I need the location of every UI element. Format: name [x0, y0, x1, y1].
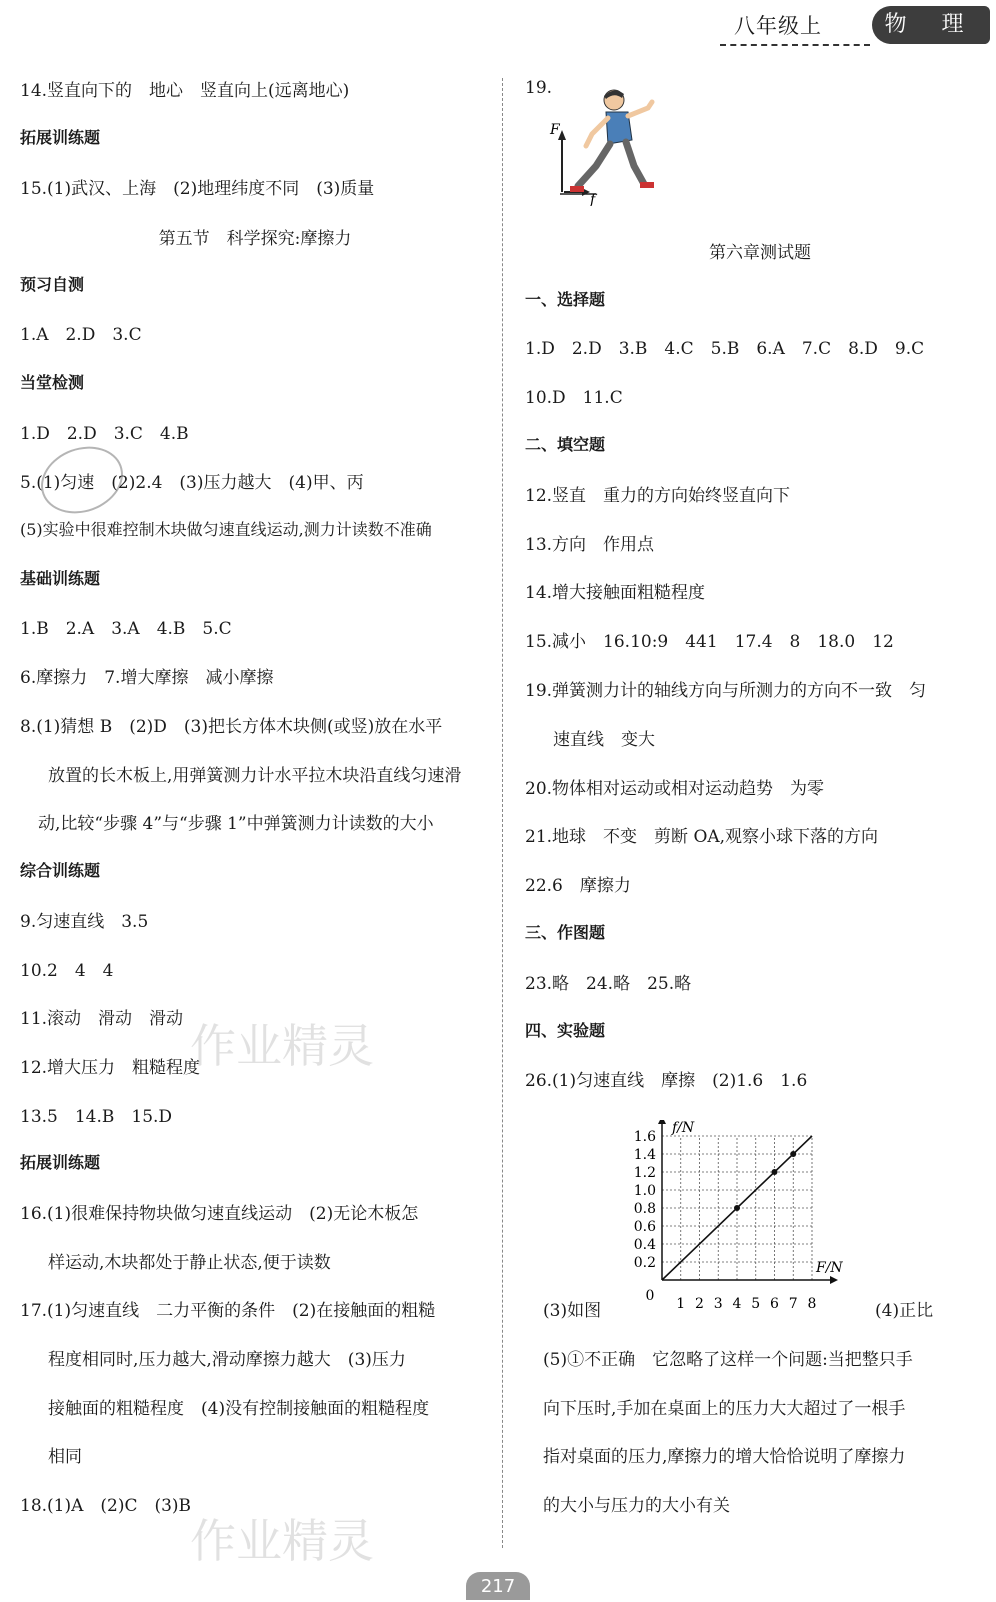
answer-line: 5.(1)匀速 (2)2.4 (3)压力越大 (4)甲、丙: [20, 473, 364, 493]
section-heading: 综合训练题: [20, 861, 101, 880]
answer-line: 19.: [525, 78, 553, 98]
x-tick-label: 8: [807, 1296, 817, 1310]
answer-line: 15.(1)武汉、上海 (2)地理纬度不同 (3)质量: [20, 179, 375, 199]
answer-line: 12.竖直 重力的方向始终竖直向下: [525, 486, 791, 506]
x-axis-arrowhead: [830, 1276, 838, 1284]
y-tick-label: 1.0: [633, 1183, 656, 1199]
section-heading: 拓展训练题: [20, 128, 101, 147]
answer-line: 速直线 变大: [553, 730, 655, 750]
data-point: [790, 1151, 796, 1157]
friction-force-graph: [622, 1120, 862, 1310]
x-tick-label: 2: [695, 1296, 704, 1310]
answer-line: (4)正比: [875, 1301, 934, 1321]
section-heading: 二、填空题: [525, 435, 606, 454]
answer-line: 15.减小 16.10:9 441 17.4 8 18.0 12: [525, 632, 894, 652]
answer-line: 1.A 2.D 3.C: [20, 325, 142, 345]
answer-line: 动,比较“步骤 4”与“步骤 1”中弹簧测力计读数的大小: [38, 814, 434, 834]
answer-line: (5)①不正确 它忽略了这样一个问题:当把整只手: [543, 1350, 913, 1370]
answer-line: 接触面的粗糙程度 (4)没有控制接触面的粗糙程度: [48, 1399, 430, 1419]
x-tick-label: 5: [751, 1296, 761, 1310]
answer-line: 13.方向 作用点: [525, 535, 655, 555]
answer-line: 指对桌面的压力,摩擦力的增大恰恰说明了摩擦力: [543, 1447, 906, 1467]
answer-line: 19.弹簧测力计的轴线方向与所测力的方向不一致 匀: [525, 681, 927, 701]
x-tick-label: 4: [732, 1296, 742, 1310]
section-heading: 四、实验题: [525, 1021, 606, 1040]
answer-line: 6.摩擦力 7.增大摩擦 减小摩擦: [20, 668, 274, 688]
answer-line: 的大小与压力的大小有关: [543, 1496, 730, 1516]
force-F-label: F: [550, 122, 560, 138]
answer-line: 10.2 4 4: [20, 961, 114, 981]
y-axis-arrowhead: [658, 1120, 666, 1124]
x-tick-label: 3: [713, 1296, 723, 1310]
data-point: [734, 1205, 740, 1211]
answer-line: 程度相同时,压力越大,滑动摩擦力越大 (3)压力: [48, 1350, 406, 1370]
y-axis-label: f/N: [672, 1120, 695, 1136]
section-heading: 当堂检测: [20, 373, 85, 392]
answer-line: 样运动,木块都处于静止状态,便于读数: [48, 1253, 331, 1273]
answer-line: (3)如图: [543, 1301, 602, 1321]
answer-line: 23.略 24.略 25.略: [525, 974, 692, 994]
section-heading: 预习自测: [20, 275, 85, 294]
section-title: 第六章测试题: [709, 243, 811, 263]
answer-line: 17.(1)匀速直线 二力平衡的条件 (2)在接触面的粗糙: [20, 1301, 436, 1321]
answer-line: 放置的长木板上,用弹簧测力计水平拉木块沿直线匀速滑: [48, 766, 462, 786]
answer-line: 10.D 11.C: [525, 388, 623, 408]
answer-line: 1.B 2.A 3.A 4.B 5.C: [20, 619, 232, 639]
y-tick-label: 1.6: [633, 1129, 656, 1145]
graph-axes: [658, 1120, 838, 1284]
column-divider: [502, 78, 503, 1548]
section-heading: 一、选择题: [525, 290, 606, 309]
answer-line: 13.5 14.B 15.D: [20, 1107, 173, 1127]
answer-line: 21.地球 不变 剪断 OA,观察小球下落的方向: [525, 827, 879, 847]
answer-line: 22.6 摩擦力: [525, 876, 631, 896]
x-axis-label: F/N: [816, 1260, 843, 1276]
page-number: 217: [466, 1572, 530, 1600]
answer-line: 相同: [48, 1447, 82, 1467]
header-rule: [720, 44, 870, 46]
answer-line: 14.竖直向下的 地心 竖直向上(远离地心): [20, 81, 350, 101]
answer-line: 20.物体相对运动或相对运动趋势 为零: [525, 779, 825, 799]
y-tick-label: 0.2: [633, 1255, 656, 1271]
x-tick-label: 6: [770, 1296, 779, 1310]
answer-line: 16.(1)很难保持物块做匀速直线运动 (2)无论木板怎: [20, 1204, 419, 1224]
answer-line: 18.(1)A (2)C (3)B: [20, 1496, 192, 1516]
header-grade: 八年级上: [734, 14, 822, 38]
answer-line: (5)实验中很难控制木块做匀速直线运动,测力计读数不准确: [20, 520, 432, 539]
watermark-text: 作业精灵: [190, 1019, 374, 1073]
y-tick-label: 1.4: [633, 1147, 656, 1163]
answer-line: 向下压时,手加在桌面上的压力大大超过了一根手: [543, 1399, 906, 1419]
x-tick-label: 1: [676, 1296, 686, 1310]
answer-line: 8.(1)猜想 B (2)D (3)把长方体木块侧(或竖)放在水平: [20, 717, 443, 737]
section-heading: 拓展训练题: [20, 1153, 101, 1172]
answer-line: 14.增大接触面粗糙程度: [525, 583, 706, 603]
y-tick-label: 0.6: [633, 1219, 656, 1235]
section-heading: 三、作图题: [525, 923, 606, 942]
data-point: [772, 1169, 778, 1175]
section-heading: 基础训练题: [20, 569, 101, 588]
stamp-mark: [32, 436, 133, 525]
watermark-text: 作业精灵: [190, 1514, 374, 1568]
header-subject-tab: 物 理: [872, 6, 990, 44]
running-figure: [548, 86, 658, 206]
answer-line: 1.D 2.D 3.C 4.B: [20, 424, 189, 444]
origin-label: 0: [645, 1288, 655, 1304]
answer-line: 9.匀速直线 3.5: [20, 912, 149, 932]
y-tick-label: 1.2: [633, 1165, 656, 1181]
force-f-label: f: [590, 192, 596, 206]
answer-line: 11.滚动 滑动 滑动: [20, 1009, 184, 1029]
y-tick-label: 0.8: [633, 1201, 656, 1217]
answer-line: 26.(1)匀速直线 摩擦 (2)1.6 1.6: [525, 1071, 808, 1091]
runner-person: [570, 90, 654, 192]
section-title: 第五节 科学探究:摩擦力: [158, 229, 352, 249]
x-tick-label: 7: [788, 1296, 798, 1310]
answer-line: 12.增大压力 粗糙程度: [20, 1058, 201, 1078]
answer-line: 1.D 2.D 3.B 4.C 5.B 6.A 7.C 8.D 9.C: [525, 339, 925, 359]
y-tick-label: 0.4: [633, 1237, 656, 1253]
